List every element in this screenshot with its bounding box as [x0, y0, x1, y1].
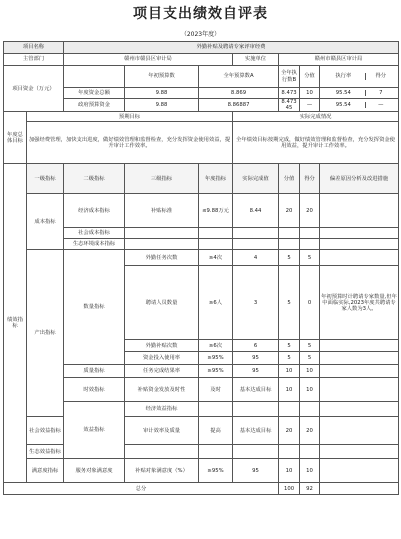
- goals-actual-label: 实际完成情况: [233, 112, 399, 122]
- funds-row-score: —: [300, 99, 320, 112]
- l1-output: 产出指标: [27, 250, 64, 417]
- indicator-target: 及时: [199, 378, 233, 402]
- col-l2: 二级指标: [64, 164, 125, 194]
- col-target: 年度指标: [199, 164, 233, 194]
- funds-row: [4, 88, 399, 99]
- row-total: [4, 483, 399, 495]
- indicator-row: [4, 402, 399, 417]
- funds-row-init: 9.88: [125, 88, 199, 99]
- indicator-target: ≥6次: [199, 340, 233, 352]
- funds-row-rate: [320, 88, 399, 99]
- indicator-target: ≥95%: [199, 352, 233, 365]
- goals-expected-label: 预期目标: [27, 112, 233, 122]
- funds-row-rate-value: 95.54: [335, 102, 351, 109]
- indicator-l2: 质量指标: [64, 365, 125, 378]
- col-note: 偏差原因分析及改进措施: [320, 164, 399, 194]
- indicator-row: [4, 445, 399, 459]
- evaluation-table: [3, 41, 399, 495]
- col-actual: 实际完成值: [233, 164, 279, 194]
- funds-row-a: 8.86887: [199, 99, 279, 112]
- funds-col-a: 全年预算数A: [199, 66, 279, 88]
- col-l3: 三级指标: [125, 164, 199, 194]
- indicator-l2: 服务对象满意度: [64, 459, 125, 483]
- indicator-actual: 8.44: [233, 194, 279, 228]
- indicator-l2: 经济成本指标: [64, 194, 125, 228]
- indicator-score: 5: [279, 352, 300, 365]
- unit-value: 赣州市赣县区审计局: [279, 54, 399, 66]
- indicator-got: 0: [300, 266, 320, 340]
- row-indicators-header: [4, 164, 399, 194]
- indicator-got: 10: [300, 378, 320, 402]
- funds-row-b: 8.47345: [279, 99, 300, 112]
- funds-row-name: 政府预算资金: [64, 99, 125, 112]
- funds-row-b: 8.473: [279, 88, 300, 99]
- goals-label: 年度总体目标: [4, 112, 27, 164]
- indicator-got: 10: [300, 365, 320, 378]
- indicator-l3: 补贴对象满意度（%）: [125, 459, 199, 483]
- funds-row-got: 7: [365, 90, 396, 96]
- indicator-l2: 生态环境成本指标: [64, 239, 125, 250]
- funds-row-rate: [320, 99, 399, 112]
- total-got: 92: [300, 483, 320, 495]
- indicator-score: 10: [279, 378, 300, 402]
- indicator-target: ≥95%: [199, 365, 233, 378]
- indicator-got: 5: [300, 352, 320, 365]
- funds-col-got-label: 得分: [365, 73, 396, 79]
- indicator-row: [4, 417, 399, 445]
- dept-label: 主管部门: [4, 54, 64, 66]
- indicator-actual: 95: [233, 365, 279, 378]
- funds-col-rate: [320, 66, 399, 88]
- indicator-l3: 补贴标准: [125, 194, 199, 228]
- funds-col-init: 年初预算数: [125, 66, 199, 88]
- indicator-got: 10: [300, 459, 320, 483]
- funds-col-b: 全年执行数B: [279, 66, 300, 88]
- project-name-value: 外勤补贴及聘请专家评审经费: [64, 42, 399, 54]
- indicator-score: 5: [279, 250, 300, 266]
- indicator-score: 20: [279, 417, 300, 445]
- indicator-target: ≥95%: [199, 459, 233, 483]
- page-title: 项目支出绩效自评表: [133, 6, 268, 22]
- total-label: 总分: [4, 483, 279, 495]
- indicator-l3: 补贴资金发放及时性: [125, 378, 199, 402]
- indicators-label: 绩效指标: [4, 164, 27, 483]
- indicator-row: [4, 378, 399, 402]
- funds-row-name: 年度资金总额: [64, 88, 125, 99]
- indicator-l3: 外勤补贴次数: [125, 340, 199, 352]
- row-funds-header: [4, 66, 399, 88]
- indicator-target: ≥6人: [199, 266, 233, 340]
- indicator-actual: 基本达成目标: [233, 378, 279, 402]
- funds-row-score: 10: [300, 88, 320, 99]
- indicator-score: 5: [279, 340, 300, 352]
- funds-row-a: 8.869: [199, 88, 279, 99]
- indicator-actual: 基本达成目标: [233, 417, 279, 445]
- funds-col-score: 分值: [300, 66, 320, 88]
- indicator-got: 5: [300, 340, 320, 352]
- indicator-l3: 审计效率及质量: [125, 417, 199, 445]
- page-subtitle: （2023年度）: [180, 31, 221, 38]
- indicator-row: [4, 194, 399, 228]
- indicator-l3: 任务完成结果率: [125, 365, 199, 378]
- indicator-l3: 资金投入使用率: [125, 352, 199, 365]
- indicator-actual: 95: [233, 459, 279, 483]
- indicator-l2: 时效指标: [64, 378, 125, 402]
- indicator-actual: 95: [233, 352, 279, 365]
- indicator-score: 10: [279, 459, 300, 483]
- indicator-note: 年初预算时计聘请专家数量,但年中面临实际,2023年度共聘请专家人数为3人。: [320, 266, 399, 340]
- indicator-got: 20: [300, 417, 320, 445]
- col-l1: 一级指标: [27, 164, 64, 194]
- indicator-l2: 社会成本指标: [64, 228, 125, 239]
- funds-row-rate-value: 95.54: [335, 89, 351, 96]
- indicator-l2-quantity: 数量指标: [64, 250, 125, 365]
- l1-cost: 成本指标: [27, 194, 64, 250]
- col-got: 得分: [300, 164, 320, 194]
- indicator-l2: 生态效益指标: [27, 445, 64, 459]
- dept-value: 赣州市赣县区审计局: [64, 54, 233, 66]
- indicator-target: ≤9.88万元: [199, 194, 233, 228]
- row-goals-body: [4, 122, 399, 164]
- indicator-target: ≥4次: [199, 250, 233, 266]
- project-name-label: 项目名称: [4, 42, 64, 54]
- indicator-row: [4, 365, 399, 378]
- indicator-note: [320, 194, 399, 228]
- row-goals-header: [4, 112, 399, 122]
- indicator-actual: 4: [233, 250, 279, 266]
- indicator-score: 20: [279, 194, 300, 228]
- goals-actual-text: 全年绩效目标按期完成，做好绩效管理和监督检查，充分发挥资金使用效益，提升审计工作效率。: [233, 122, 399, 164]
- l1-satisfaction: 满意度指标: [27, 459, 64, 483]
- indicator-score: 5: [279, 266, 300, 340]
- indicator-l2: 经济效益指标: [125, 402, 199, 417]
- indicator-l3: 聘请人员数量: [125, 266, 199, 340]
- indicator-row: [4, 228, 399, 239]
- funds-label: 项目资金（万元）: [4, 66, 64, 112]
- funds-row: [4, 99, 399, 112]
- unit-label: 实施单位: [233, 54, 279, 66]
- total-score: 100: [279, 483, 300, 495]
- col-score: 分值: [279, 164, 300, 194]
- indicator-actual: 3: [233, 266, 279, 340]
- indicator-target: 提高: [199, 417, 233, 445]
- indicator-l2: 社会效益指标: [27, 417, 64, 445]
- funds-row-got: —: [365, 102, 396, 108]
- funds-col-rate-label: 执行率: [335, 73, 352, 80]
- indicator-got: 20: [300, 194, 320, 228]
- indicator-row: [4, 459, 399, 483]
- indicator-row: [4, 239, 399, 250]
- l1-effect: 效益指标: [64, 402, 125, 459]
- indicator-row: [4, 250, 399, 266]
- funds-row-init: 9.88: [125, 99, 199, 112]
- indicator-score: 10: [279, 365, 300, 378]
- goals-expected-text: 加强经费管理，加快支出进度，做好绩效管理和监督检查，充分发挥资金使用效益，提升审计工作效率。: [27, 122, 233, 164]
- indicator-l3: 外勤任务次数: [125, 250, 199, 266]
- indicator-got: 5: [300, 250, 320, 266]
- indicator-actual: 6: [233, 340, 279, 352]
- row-dept: [4, 54, 399, 66]
- row-project-name: [4, 42, 399, 54]
